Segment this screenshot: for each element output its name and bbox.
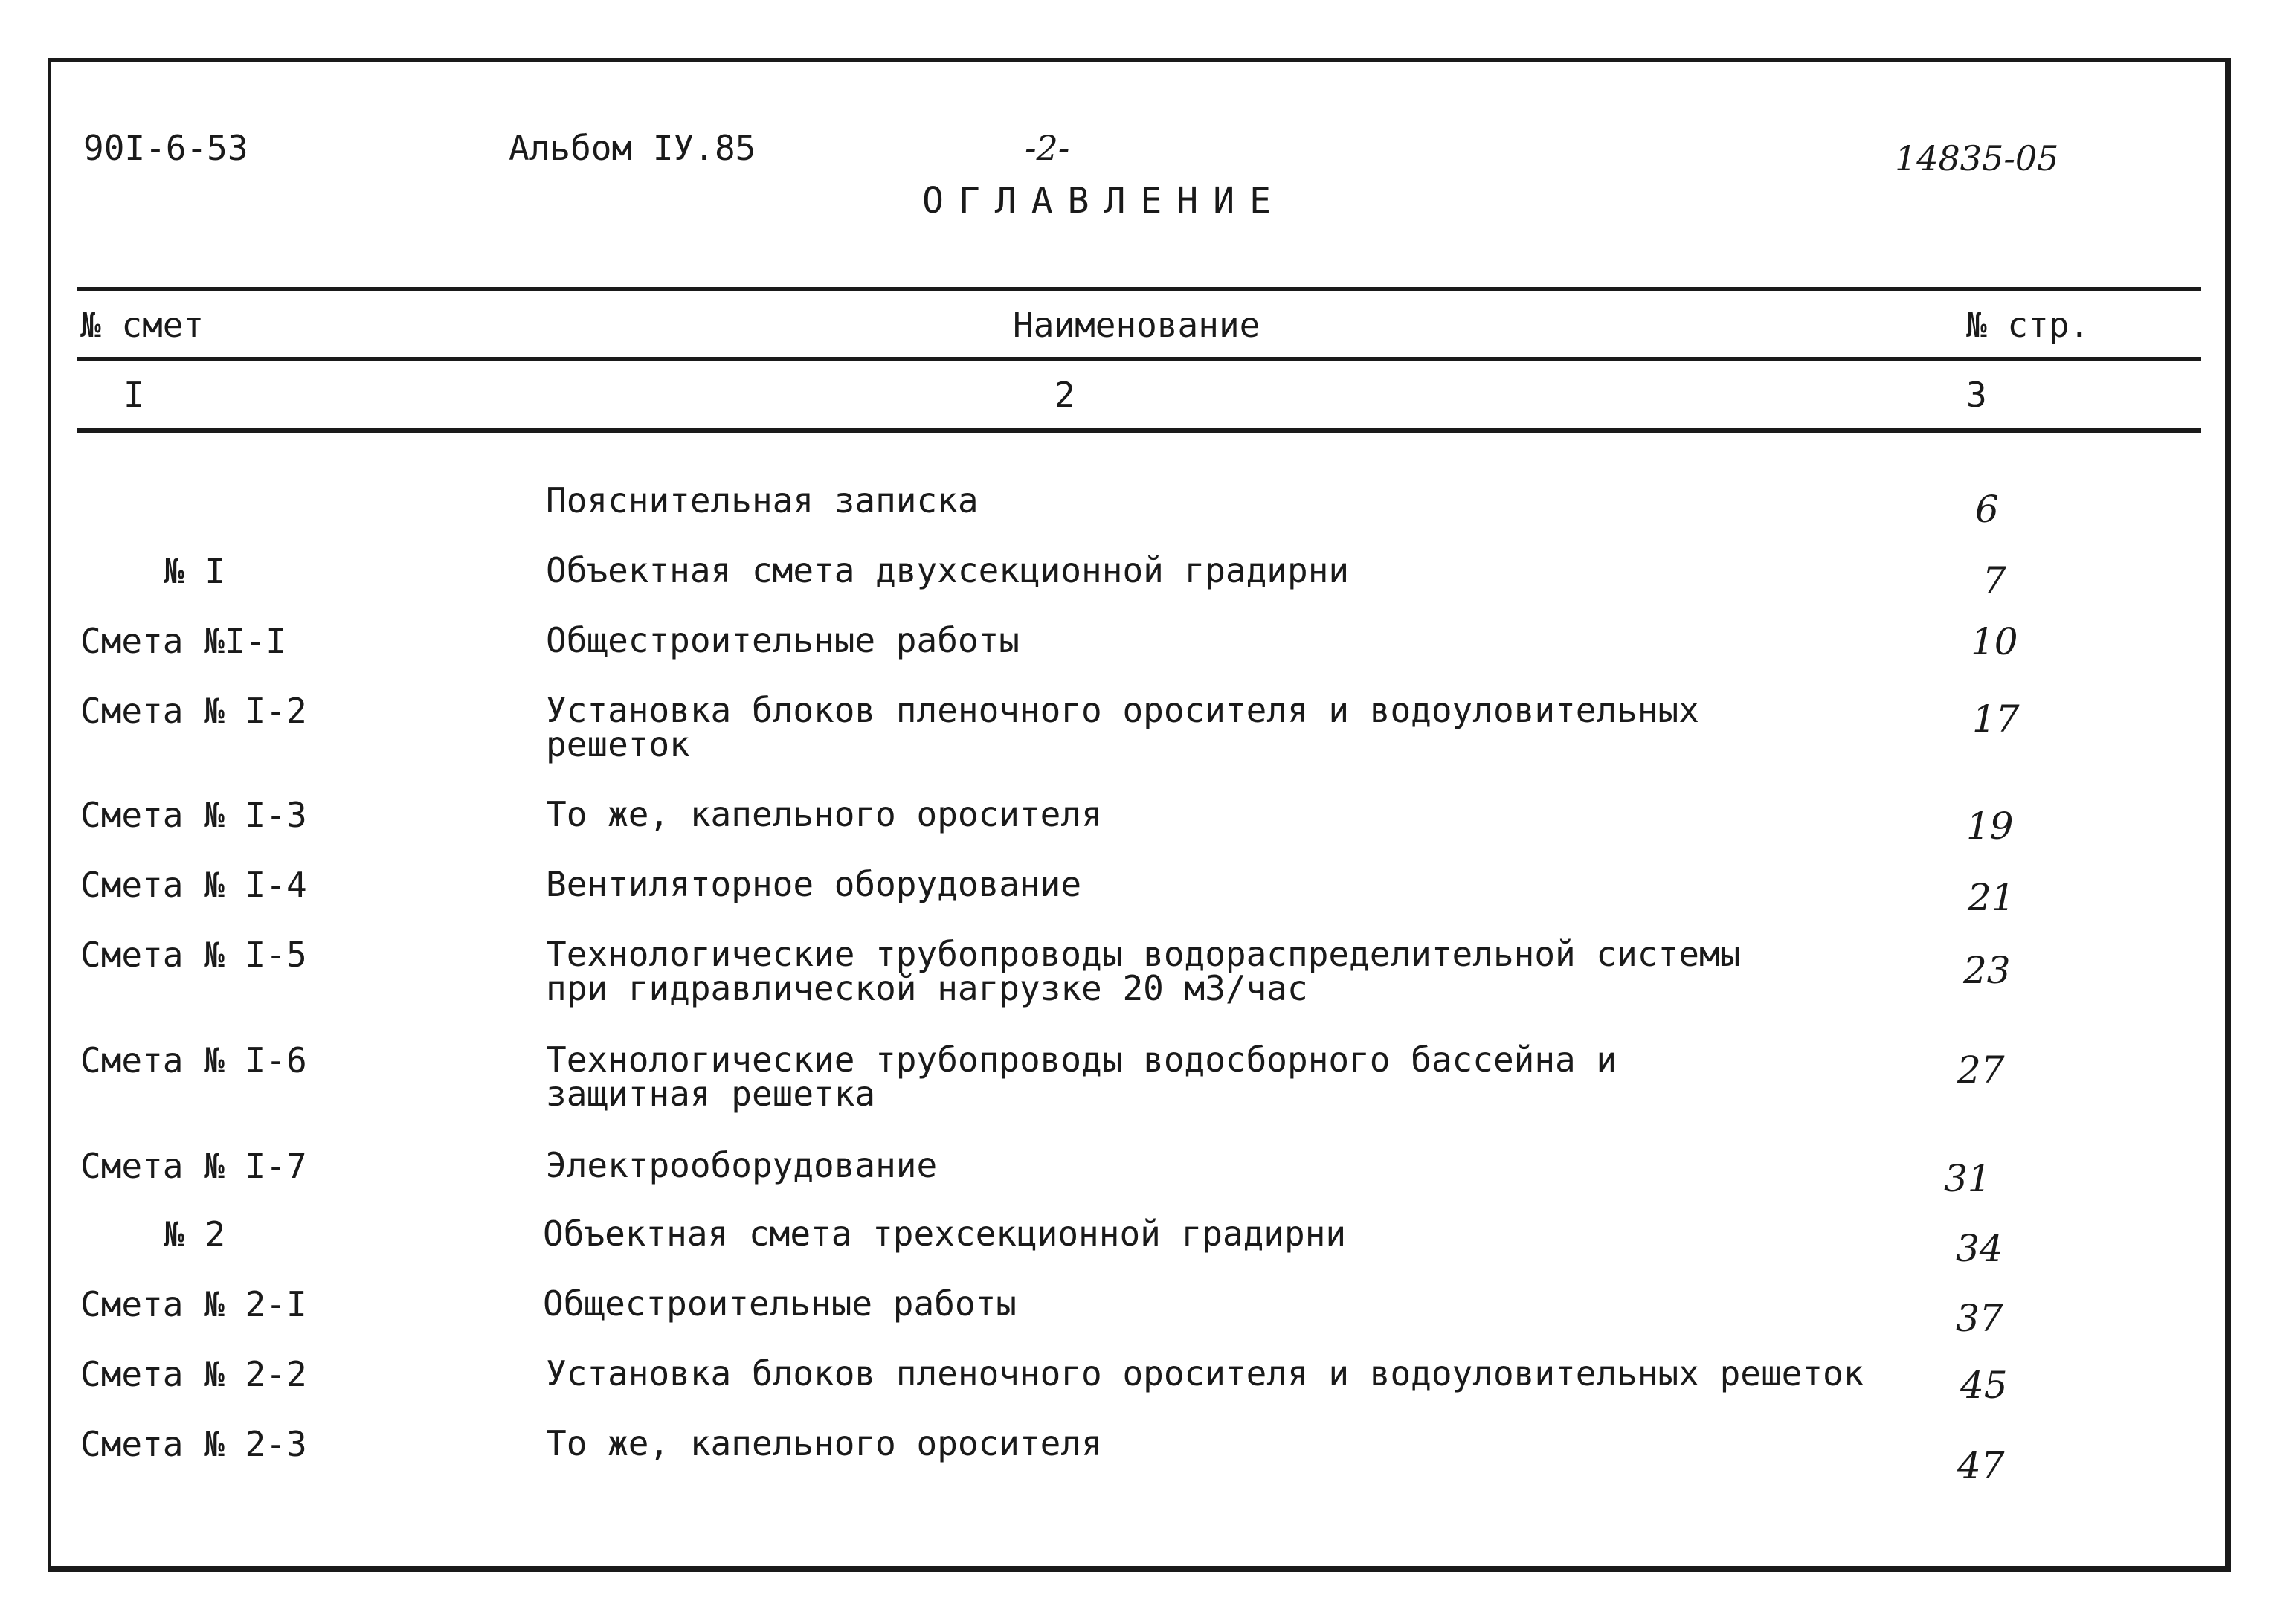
item-name: Общестроительные работы [546, 620, 1020, 660]
page-ref: 34 [1956, 1227, 2003, 1270]
item-name: Вентиляторное оборудование [546, 864, 1082, 904]
item-name: Установка блоков пленочного оросителя и водоуловительных решеток [546, 690, 1699, 764]
estimate-number: Смета № I-7 [80, 1146, 307, 1186]
estimate-number: № 2 [164, 1214, 226, 1254]
page-ref: 31 [1944, 1157, 1991, 1200]
document-title: ОГЛАВЛЕНИЕ [922, 180, 1286, 222]
page-ref: 21 [1968, 876, 2015, 919]
item-name: Технологические трубопроводы водораспределительной системы при гидравлической нагрузке 20 м3/час [546, 934, 1741, 1008]
estimate-number: Смета № I-2 [80, 691, 307, 731]
page-number: -2- [1025, 128, 1070, 168]
page-ref: 6 [1975, 488, 1999, 531]
page-ref: 17 [1972, 697, 2020, 741]
estimate-number: Смета № I-6 [80, 1040, 307, 1080]
estimate-number: Смета № I-5 [80, 935, 307, 975]
album-label: Альбом IУ.85 [509, 128, 756, 168]
estimate-number: Смета № I-4 [80, 865, 307, 905]
estimate-number: Смета № I-3 [80, 795, 307, 835]
item-name: То же, капельного оросителя [546, 794, 1102, 834]
estimate-number: Смета № 2-2 [80, 1354, 307, 1394]
page-ref: 10 [1971, 620, 2018, 663]
table-top-rule [77, 287, 2201, 291]
item-name: Электрооборудование [546, 1145, 938, 1185]
estimate-number: Смета №I-I [80, 621, 286, 661]
page-ref: 47 [1957, 1444, 2005, 1487]
column-header-name: Наименование [1013, 305, 1260, 345]
column-header-estimate-number: № смет [80, 305, 205, 345]
estimate-number: № I [164, 551, 226, 591]
estimate-number: Смета № 2-I [80, 1284, 307, 1324]
inventory-number: 14835-05 [1895, 138, 2059, 178]
item-name: Технологические трубопроводы водосборного бассейна и защитная решетка [546, 1040, 1617, 1114]
item-name: Объектная смета трехсекционной градирни [543, 1214, 1347, 1254]
page-ref: 23 [1963, 949, 2011, 992]
project-code: 90I-6-53 [83, 128, 248, 168]
item-name: То же, капельного оросителя [546, 1423, 1102, 1463]
column-number-1: I [123, 375, 144, 415]
item-name: Пояснительная записка [546, 480, 979, 521]
estimate-number: Смета № 2-3 [80, 1424, 307, 1464]
column-number-3: 3 [1966, 375, 1987, 415]
column-header-page: № стр. [1966, 305, 2090, 345]
page-ref: 7 [1983, 559, 2006, 602]
page-ref: 37 [1956, 1297, 2003, 1340]
column-number-2: 2 [1054, 375, 1075, 415]
item-name: Установка блоков пленочного оросителя и водоуловительных решеток [546, 1353, 1864, 1393]
table-header-rule [77, 357, 2201, 361]
item-name: Общестроительные работы [543, 1283, 1017, 1324]
page-ref: 45 [1960, 1364, 2008, 1407]
page-ref: 19 [1966, 805, 2014, 848]
item-name: Объектная смета двухсекционной градирни [546, 550, 1350, 590]
page-ref: 27 [1957, 1048, 2005, 1092]
table-numbers-rule [77, 428, 2201, 433]
